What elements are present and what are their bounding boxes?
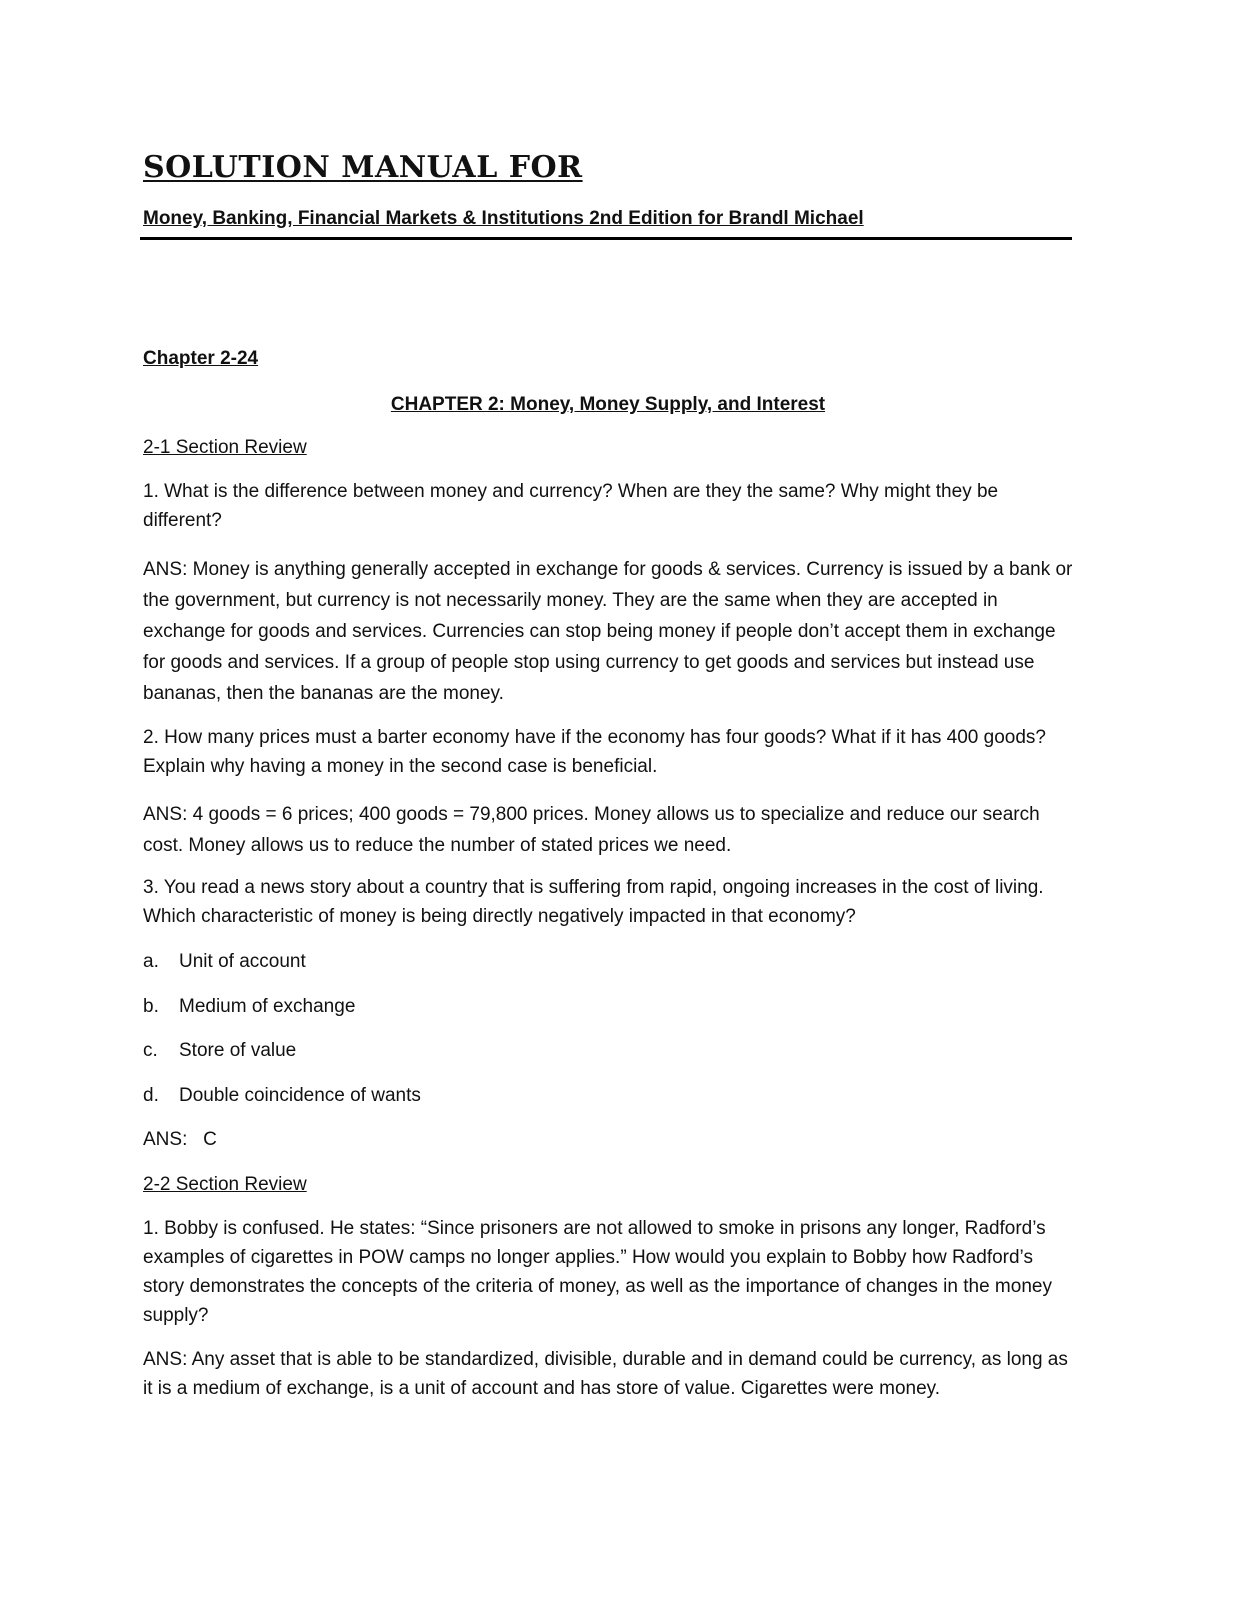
option-letter: b. bbox=[143, 996, 159, 1017]
answer-2-1-1: ANS: Money is anything generally accepted in exchange for goods & services. Currency is issued by a bank or the government, but currency is not necessarily money. They are the same when they are accepted in exchange for goods and services. Currencies can stop being money if people don’t accept them in exchange for goods and services. If a group of people stop using currency to get goods and services but instead use bananas, then the bananas are the money. bbox=[143, 559, 1073, 704]
answer-2-2-1: ANS: Any asset that is able to be standardized, divisible, durable and in demand could be currency, as long as it is a medium of exchange, is a unit of account and has store of value. Cigarettes were money. bbox=[143, 1349, 1068, 1399]
chapter-heading-text: CHAPTER 2: Money, Money Supply, and Interest bbox=[390, 394, 826, 415]
option-d bbox=[143, 1081, 421, 1110]
chapter-heading bbox=[143, 390, 1073, 419]
answer-2-1-3: ANS: C bbox=[143, 1129, 217, 1150]
question-2-1-1: 1. What is the difference between money and currency? When are they the same? Why might they be different? bbox=[143, 481, 999, 531]
option-c bbox=[143, 1036, 296, 1065]
section-heading-2-1: 2-1 Section Review bbox=[143, 437, 307, 458]
option-letter: a. bbox=[143, 951, 159, 972]
document-title: SOLUTION MANUAL FOR bbox=[143, 150, 583, 185]
option-letter: d. bbox=[143, 1085, 159, 1106]
option-text: Medium of exchange bbox=[179, 996, 356, 1017]
section-heading-2-2: 2-2 Section Review bbox=[143, 1174, 307, 1195]
option-letter: c. bbox=[143, 1040, 158, 1061]
option-text: Double coincidence of wants bbox=[179, 1085, 421, 1106]
option-text: Unit of account bbox=[179, 951, 306, 972]
option-text: Store of value bbox=[179, 1040, 297, 1061]
question-2-1-3: 3. You read a news story about a country that is suffering from rapid, ongoing increases in the cost of living. Which characteristic of money is being directly negatively impacted in that economy? bbox=[143, 877, 1044, 927]
document-subtitle: Money, Banking, Financial Markets & Institutions 2nd Edition for Brandl Michael bbox=[143, 208, 864, 229]
answer-2-1-2: ANS: 4 goods = 6 prices; 400 goods = 79,800 prices. Money allows us to specialize and reduce our search cost. Money allows us to reduce the number of stated prices we need. bbox=[143, 804, 1040, 856]
question-2-2-1: 1. Bobby is confused. He states: “Since prisoners are not allowed to smoke in prisons any longer, Radford’s examples of cigarettes in POW camps no longer applies.” How would you explain to Bobby how Radford’s story demonstrates the concepts of the criteria of money, as well as the importance of changes in the money supply? bbox=[143, 1218, 1052, 1326]
chapter-range: Chapter 2-24 bbox=[143, 348, 259, 369]
option-a bbox=[143, 947, 306, 976]
header-divider bbox=[140, 237, 1072, 240]
option-b bbox=[143, 992, 355, 1021]
question-2-1-2: 2. How many prices must a barter economy have if the economy has four goods? What if it has 400 goods? Explain why having a money in the second case is beneficial. bbox=[143, 727, 1046, 777]
